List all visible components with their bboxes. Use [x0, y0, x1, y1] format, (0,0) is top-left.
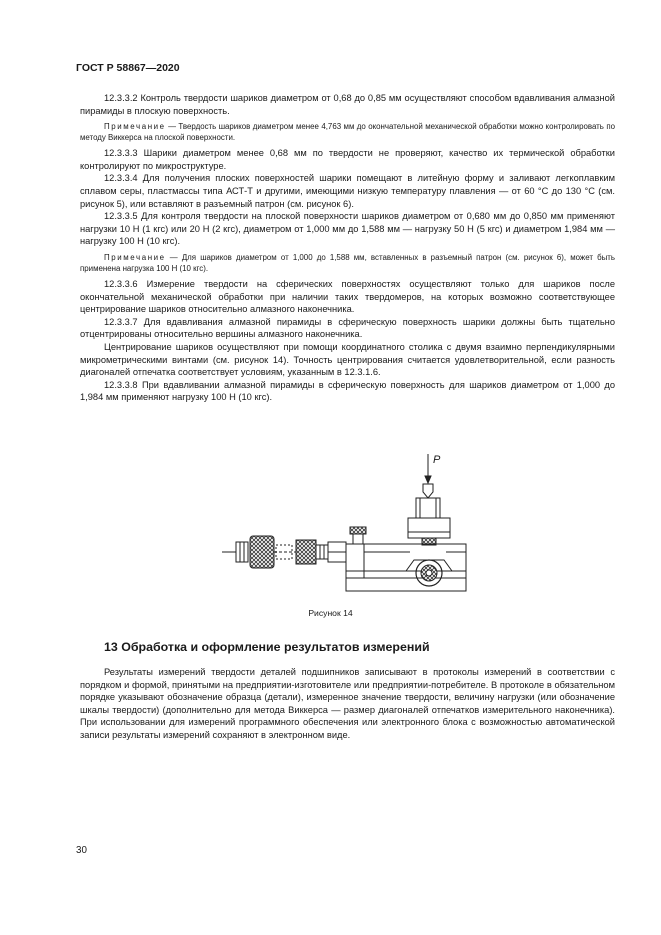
paragraph-12-3-3-8: 12.3.3.8 При вдавливании алмазной пирамиды в сферическую поверхность для шариков диаметром от 1,000 до 1,984 мм применяют нагрузку 100 Н (10 кгс). — [80, 379, 615, 403]
coordinate-table-drawing — [210, 452, 480, 597]
document-body — [80, 92, 615, 404]
paragraph-12-3-3-5: 12.3.3.5 Для контроля твердости на плоской поверхности шариков диаметром от 0,680 мм до 0,850 мм применяют нагрузки 10 Н (1 кгс) или 20 Н (2 кгс), диаметром от 1,000 мм до 1,588 мм — нагрузку 50 Н (5 кгс) и диаметром 1,984 мм — нагрузку 100 Н (10 кгс). — [80, 211, 615, 247]
micrometer-collar — [316, 545, 328, 559]
micrometer-thimble — [296, 540, 316, 564]
load-label: P — [433, 454, 441, 466]
paragraph-12-3-3-6: 12.3.3.6 Измерение твердости на сферических поверхностях осуществляют только для шариков после окончательной механической обработки при наличии таких твердомеров, на которых возможно соответствующее центрирование шариков относительно алмазного наконечника. — [80, 278, 615, 315]
left-turret-post — [353, 534, 363, 544]
figure-caption: Рисунок 14 — [308, 608, 353, 618]
figure-14-coordinate-table — [210, 452, 480, 597]
load-arrow-head — [425, 476, 431, 483]
holder-base — [408, 518, 450, 538]
left-turret-knob — [350, 527, 366, 534]
paragraph-12-3-3-7: 12.3.3.7 Для вдавливания алмазной пирамиды в сферическую поверхность шарики должны быть тщательно отцентрированы относительно вершины алмазного наконечника. — [80, 316, 615, 340]
note-text: — Для шариков диаметром от 1,000 до 1,588 мм, вставленных в разъемный патрон (см. рисунок 6), может быть применена нагрузка 100 Н (10 кгс). — [80, 252, 615, 273]
document-header: ГОСТ Р 58867—2020 — [76, 62, 180, 74]
paragraph-12-3-3-2: 12.3.3.2 Контроль твердости шариков диаметром от 0,68 до 0,85 мм осуществляют способом вдавливания алмазной пирамиды в плоскую поверхность. — [80, 93, 615, 116]
paragraph-centering: Центрирование шариков осуществляют при помощи координатного столика с двумя взаимно перпендикулярными микрометрическими винтами (см. рисунок 14). Точность центрирования считается удовлетворительной, если разность диагоналей отпечатка соответствует условиям, указанным в 12.3.1.6. — [80, 341, 615, 378]
note-2 — [80, 252, 615, 274]
note-label: Примечание — [104, 252, 166, 262]
page-number: 30 — [76, 845, 87, 856]
table-end-block — [346, 544, 364, 578]
section-title: 13 Обработка и оформление результатов измерений — [104, 640, 430, 654]
exploded-knob — [250, 536, 274, 568]
note-label: Примечание — [104, 122, 166, 132]
note-1 — [80, 121, 615, 143]
section-body — [80, 666, 615, 742]
paragraph-12-3-3-3: 12.3.3.3 Шарики диаметром менее 0,68 мм по твердости не проверяют, качество их термической обработки контролируют по микроструктуре. — [80, 148, 615, 171]
paragraph-12-3-3-4: 12.3.3.4 Для получения плоских поверхностей шарики помещают в литейную форму и заливают легкоплавким сплавом серы, пластмассы типа АСТ-Т и другими, имеющими низкую температуру плавления — от 60 °С до 130 °С (см. рисунок 5), или вставляют в разъемный патрон (см. рисунок 6). — [80, 173, 615, 209]
section-paragraph: Результаты измерений твердости деталей подшипников записывают в протоколы измерений в соответствии с порядком и формой, принятыми на предприятии-изготовителе или предприятии-потребителе. В протоколе в обязательном порядке указывают обозначение образца (детали), измеренное значение твердости, величину нагрузки (или обозначение шкалы твердости) (дополнительно для метода Виккерса — размер диагоналей отпечатков измерительного наконечника). При использовании для измерений программного обеспечения или электронного блока с возможностью автоматической записи результаты измерений сохраняют в электронном виде. — [80, 667, 615, 740]
exploded-cap — [236, 542, 248, 562]
note-text: — Твердость шариков диаметром менее 4,763 мм до окончательной механической обработки можно контролировать по методу Виккерса на плоской поверхности. — [80, 122, 615, 143]
indenter-tip — [423, 484, 433, 498]
